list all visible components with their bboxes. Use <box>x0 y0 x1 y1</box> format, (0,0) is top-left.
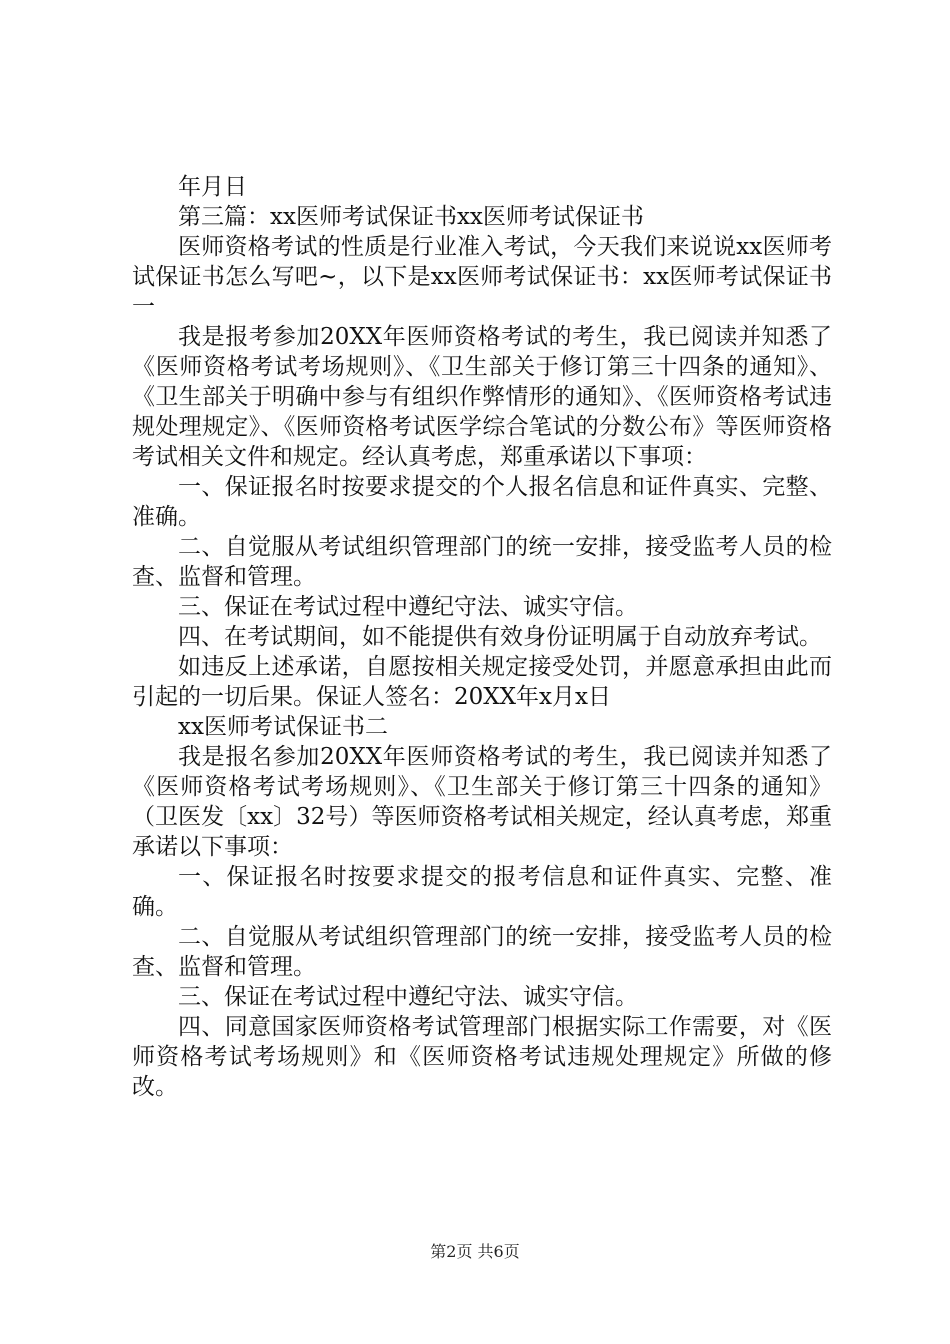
pledge-one-item-1: 一、保证报名时按要求提交的个人报名信息和证件真实、完整、准确。 <box>132 474 832 530</box>
pledge-two-item-4: 四、同意国家医师资格考试管理部门根据实际工作需要，对《医师资格考试考场规则》和《医师资格考试违规处理规定》所做的修改。 <box>132 1014 832 1100</box>
section-heading: 第三篇：xx医师考试保证书xx医师考试保证书 <box>178 204 644 230</box>
pledge-two-item-3: 三、保证在考试过程中遵纪守法、诚实守信。 <box>178 984 638 1010</box>
pledge-two-heading: xx医师考试保证书二 <box>178 714 388 740</box>
intro-paragraph: 医师资格考试的性质是行业准入考试，今天我们来说说xx医师考试保证书怎么写吧~，以下是xx医师考试保证书：xx医师考试保证书一 <box>132 234 832 320</box>
pledge-two-item-2: 二、自觉服从考试组织管理部门的统一安排，接受监考人员的检查、监督和管理。 <box>132 924 832 980</box>
pledge-one-statement: 我是报考参加20XX年医师资格考试的考生，我已阅读并知悉了《医师资格考试考场规则》、《卫生部关于修订第三十四条的通知》、《卫生部关于明确中参与有组织作弊情形的通知》、《医师资格考试违规处理规定》、《医师资格考试医学综合笔试的分数公布》等医师资格考试相关文件和规定。经认真考虑，郑重承诺以下事项： <box>132 324 832 470</box>
pledge-two-item-1: 一、保证报名时按要求提交的报考信息和证件真实、完整、准确。 <box>132 864 832 920</box>
document-body <box>132 172 832 1102</box>
pledge-one-item-2: 二、自觉服从考试组织管理部门的统一安排，接受监考人员的检查、监督和管理。 <box>132 534 832 590</box>
pledge-two-statement: 我是报名参加20XX年医师资格考试的考生，我已阅读并知悉了《医师资格考试考场规则》、《卫生部关于修订第三十四条的通知》（卫医发〔xx〕32号）等医师资格考试相关规定，经认真考虑，郑重承诺以下事项： <box>132 744 832 860</box>
pledge-one-closing: 如违反上述承诺，自愿按相关规定接受处罚，并愿意承担由此而引起的一切后果。保证人签名：20XX年x月x日 <box>132 654 832 710</box>
date-line: 年月日 <box>178 174 247 200</box>
page-number-footer: 第2页 共6页 <box>430 1242 520 1261</box>
pledge-one-item-4: 四、在考试期间，如不能提供有效身份证明属于自动放弃考试。 <box>178 624 822 650</box>
pledge-one-item-3: 三、保证在考试过程中遵纪守法、诚实守信。 <box>178 594 638 620</box>
